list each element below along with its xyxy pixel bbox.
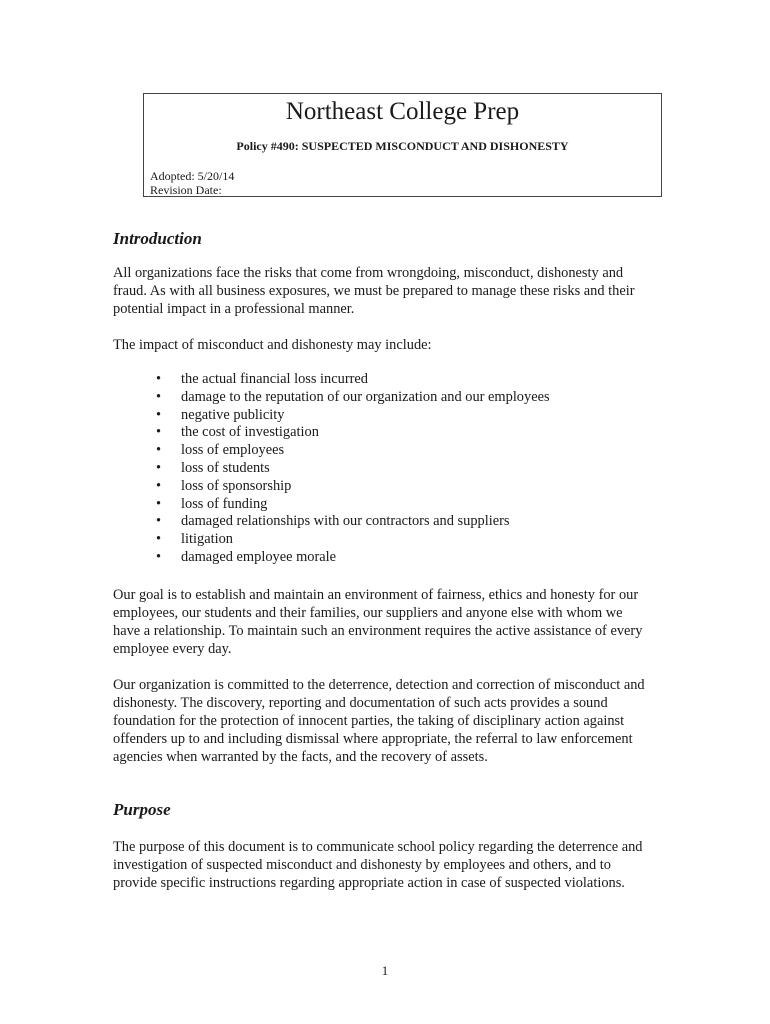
list-item-text: damage to the reputation of our organization and our employees (181, 388, 550, 405)
list-item-text: loss of funding (181, 495, 268, 512)
list-item-text: loss of students (181, 459, 270, 476)
list-item (155, 460, 550, 478)
bullet-icon: • (156, 548, 162, 565)
list-item (155, 531, 550, 549)
introduction-paragraph-2: The impact of misconduct and dishonesty may include: (113, 337, 432, 353)
adopted-date: Adopted: 5/20/14 (150, 169, 235, 183)
list-item-text: litigation (181, 531, 233, 548)
policy-header-box (143, 93, 662, 197)
bullet-icon: • (156, 388, 162, 405)
list-item-text: damaged relationships with our contractors and suppliers (181, 513, 510, 530)
bullet-icon: • (156, 442, 162, 459)
revision-date: Revision Date: (150, 183, 222, 197)
list-item-text: loss of sponsorship (181, 477, 292, 494)
bullet-icon: • (156, 513, 162, 530)
introduction-paragraph-4: Our organization is committed to the deterrence, detection and correction of misconduct and dishonesty. The discovery, reporting and documentation of such acts provides a sound foundation for the protection of innocent parties, the taking of disciplinary action against offenders up to and including dismissal where appropriate, the referral to law enforcement agencies when warranted by the facts, and the recovery of assets. (113, 677, 645, 765)
purpose-paragraph-1: The purpose of this document is to communicate school policy regarding the deterrence and investigation of suspected misconduct and dishonesty by employees and others, and to provide specific instructions regarding appropriate action in case of suspected violations. (113, 839, 643, 891)
bullet-icon: • (156, 531, 162, 548)
list-item-text: the actual financial loss incurred (181, 371, 369, 387)
list-item-text: damaged employee morale (181, 548, 337, 565)
page-number: 1 (381, 963, 389, 978)
list-item (155, 407, 550, 425)
impact-list (155, 371, 550, 567)
list-item (155, 389, 550, 407)
bullet-icon: • (156, 406, 162, 423)
bullet-icon: • (156, 424, 162, 441)
list-item (155, 371, 550, 389)
list-item (155, 478, 550, 496)
introduction-paragraph-3: Our goal is to establish and maintain an environment of fairness, ethics and honesty for our employees, our students and their families, our suppliers and anyone else with whom we have a relationship. To maintain such an environment requires the active assistance of every employee every day. (113, 587, 643, 657)
list-item-text: the cost of investigation (181, 424, 319, 441)
policy-title: Policy #490: SUSPECTED MISCONDUCT AND DISHONESTY (236, 139, 569, 153)
list-item (155, 424, 550, 442)
bullet-icon: • (156, 495, 162, 512)
list-item-text: loss of employees (181, 442, 285, 459)
bullet-icon: • (156, 459, 162, 476)
list-item (155, 496, 550, 514)
list-item (155, 442, 550, 460)
bullet-icon: • (156, 371, 162, 387)
list-item (155, 513, 550, 531)
introduction-paragraph-1: All organizations face the risks that come from wrongdoing, misconduct, dishonesty and fraud. As with all business exposures, we must be prepared to manage these risks and their potential impact in a professional manner. (113, 265, 635, 317)
school-name: Northeast College Prep (285, 98, 520, 125)
purpose-heading: Purpose (113, 800, 171, 819)
introduction-heading: Introduction (113, 229, 202, 248)
list-item (155, 549, 550, 567)
list-item-text: negative publicity (181, 406, 285, 423)
bullet-icon: • (156, 477, 162, 494)
